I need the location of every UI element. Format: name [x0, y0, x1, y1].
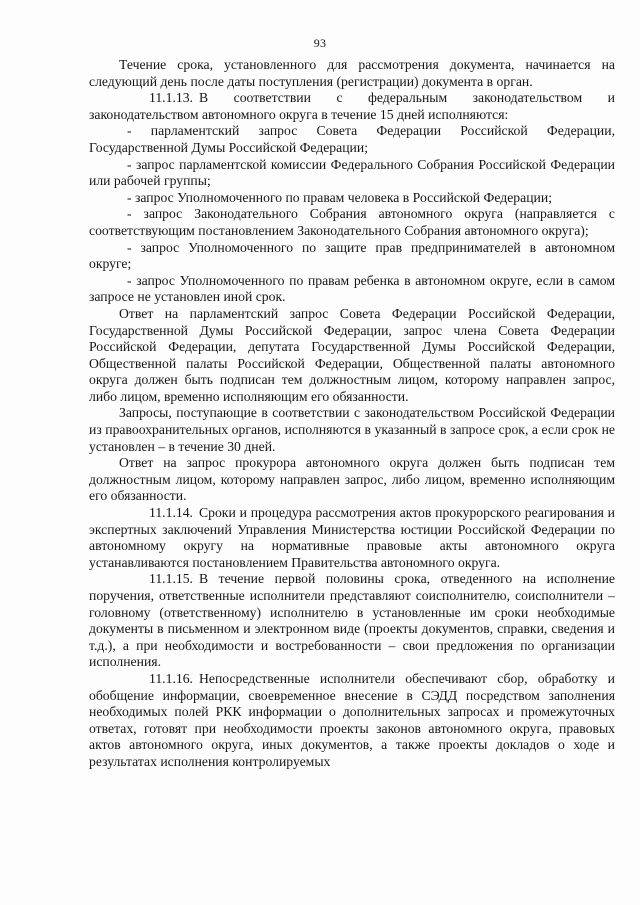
clause-number: 11.1.16.	[149, 670, 193, 686]
list-item: - запрос Уполномоченного по правам человека в Российской Федерации;	[127, 189, 552, 205]
list-item: - запрос Уполномоченного по защите прав предпринимателей в автономном округе;	[89, 239, 615, 272]
clause-text: Сроки и процедура рассмотрения актов прокурорского реагирования и экспертных заключений Управления Министерства юстиции Российской Федерации по автономному округу на нормативные правовые акты автономного округа устанавливаются постановлением Правительства автономного округа.	[89, 505, 615, 570]
list-item: - парламентский запрос Совета Федерации Российской Федерации, Государственной Думы Российской Федерации;	[89, 123, 615, 155]
clause-number: 11.1.15.	[149, 571, 193, 587]
clause-11-1-16	[89, 671, 615, 771]
clause-number: 11.1.14.	[149, 505, 193, 521]
clause-text: В соответствии с федеральным законодательством и законодательством автономного округа в течение 15 дней исполняются:	[89, 90, 615, 122]
list-item: - запрос парламентской комиссии Федерального Собрания Российской Федерации или рабочей группы;	[89, 156, 615, 189]
paragraph-law-enforcement-requests: Запросы, поступающие в соответствии с законодательством Российской Федерации из правоохранительных органов, исполняются в указанный в запросе срок, а если срок не установлен – в течение 30 дней.	[89, 405, 615, 454]
page-number: 93	[313, 36, 327, 50]
list-item: - запрос Законодательного Собрания автономного округа (направляется с соответствующим постановлением Законодательного Собрания автономного округа);	[89, 206, 615, 238]
list-item: - запрос Уполномоченного по правам ребенка в автономном округе, если в самом запросе не установлен иной срок.	[89, 272, 615, 305]
paragraph-prosecutor-reply: Ответ на запрос прокурора автономного округа должен быть подписан тем должностным лицом, которому направлен запрос, либо лицом, временно исполняющим его обязанности.	[89, 455, 615, 504]
clause-11-1-14	[89, 505, 615, 571]
clause-11-1-15	[89, 571, 615, 671]
clause-text: В течение первой половины срока, отведенного на исполнение поручения, ответственные исполнители представляют соисполнителю, соисполнители – головному (ответственному) исполнителю в установленные им сроки необходимые документы в письменном и электронном виде (проекты документов, справки, сведения и т.д.), а при необходимости и востребованности – свои предложения по организации исполнения.	[89, 571, 615, 670]
paragraph-parliamentary-reply: Ответ на парламентский запрос Совета Федерации Российской Федерации, Государственной Думы Российской Федерации, запрос члена Совета Федерации Российской Федерации, депутата Государственной Думы Российской Федерации, Общественной палаты Российской Федерации, Общественной палаты автономного округа должен быть подписан тем должностным лицом, которому направлен запрос, либо лицом, временно исполняющим его обязанности.	[89, 305, 615, 404]
paragraph-term-start: Течение срока, установленного для рассмотрения документа, начинается на следующий день после даты поступления (регистрации) документа в орган.	[89, 57, 615, 89]
clause-number: 11.1.13.	[149, 90, 193, 106]
document-body	[89, 57, 615, 771]
clause-11-1-13	[89, 90, 615, 123]
clause-text: Непосредственные исполнители обеспечивают сбор, обработку и обобщение информации, своевременное внесение в СЭДД посредством заполнения необходимых полей РКК информации о дополнительных запросах и промежуточных ответах, готовят при необходимости проекты законов автономного округа, правовых актов автономного округа, иных документов, а также проекты докладов о ходе и результатах исполнения контролируемых	[89, 670, 615, 769]
